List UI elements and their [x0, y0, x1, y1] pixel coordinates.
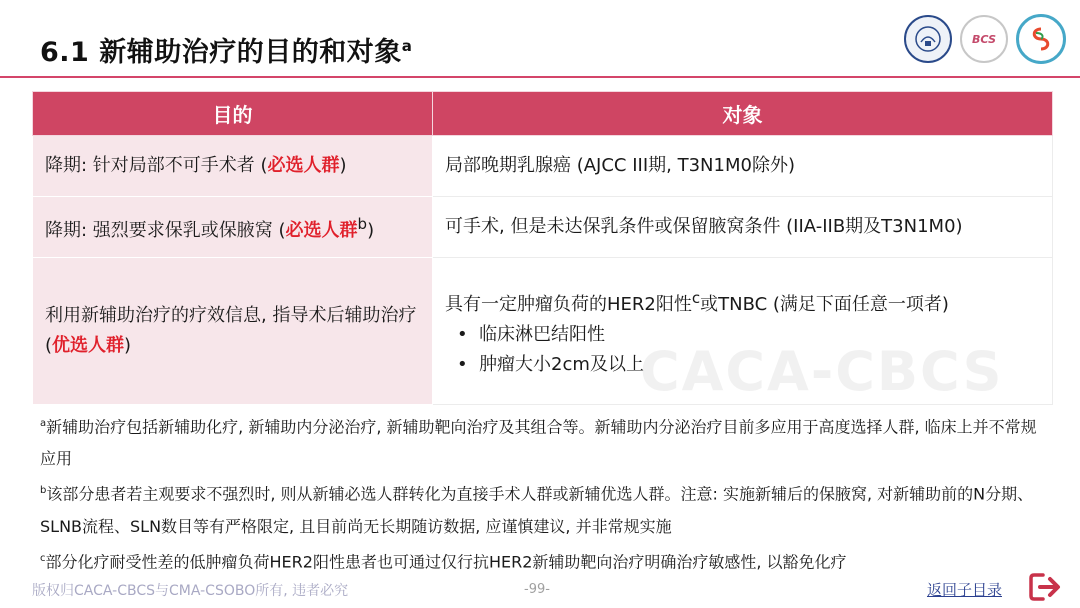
- page-title: [40, 30, 412, 69]
- bcs-logo-text: BCS: [972, 32, 996, 46]
- purpose-close: ): [367, 219, 375, 241]
- target-text: 局部晚期乳腺癌 (AJCC III期, T3N1M0除外): [445, 155, 795, 176]
- target-text: 可手术, 但是未达保乳条件或保留腋窝条件 (IIA-IIB期及T3N1M0): [445, 216, 963, 237]
- target-text-post: 或TNBC (满足下面任意一项者): [700, 293, 949, 315]
- footnote-text: 部分化疗耐受性差的低肿瘤负荷HER2阳性患者也可通过仅行抗HER2新辅助靶向治疗明确治疗敏感性, 以豁免化疗: [45, 551, 847, 571]
- target-cell: [433, 136, 1053, 197]
- hospital-seal-logo: [904, 15, 952, 63]
- purpose-close: ): [124, 335, 132, 356]
- bullet-text: 肿瘤大小2cm及以上: [479, 353, 644, 375]
- footnote-text: 新辅助治疗包括新辅助化疗, 新辅助内分泌治疗, 新辅助靶向治疗及其组合等。新辅助内分泌治疗目前多应用于高度选择人群, 临床上并不常规应用: [40, 417, 1037, 469]
- title-footnote-mark: a: [401, 37, 413, 55]
- back-arrow-icon[interactable]: [1026, 570, 1066, 604]
- purpose-close: ): [339, 155, 347, 176]
- footnotes: [40, 408, 1040, 578]
- footnote-mark: c: [691, 288, 701, 307]
- purpose-cell: [33, 258, 433, 405]
- footnote-mark: b: [40, 485, 47, 497]
- footnote-c: [40, 543, 1040, 578]
- list-item: • 临床淋巴结阳性: [457, 323, 606, 345]
- purpose-cell: [33, 136, 433, 197]
- page-title-text: 6.1 新辅助治疗的目的和对象: [40, 37, 402, 68]
- back-to-subdirectory-link[interactable]: 返回子目录: [926, 581, 1002, 599]
- header-target: 对象: [433, 92, 1053, 136]
- footnote-a: [40, 408, 1040, 475]
- footnote-mark: a: [40, 418, 47, 429]
- table-row: [33, 136, 1053, 197]
- bullet-text: 临床淋巴结阳性: [479, 323, 606, 345]
- footnote-b: [40, 475, 1040, 542]
- required-group-label: 必选人群: [285, 219, 358, 241]
- target-cell: [433, 258, 1053, 405]
- title-divider: [0, 76, 1080, 78]
- bcs-logo: [960, 15, 1008, 63]
- table-row: [33, 258, 1053, 405]
- purpose-target-table: [32, 91, 1053, 405]
- target-cell: [433, 197, 1053, 258]
- purpose-cell: [33, 197, 433, 258]
- table-header-row: [33, 92, 1053, 136]
- list-item: • 肿瘤大小2cm及以上: [457, 353, 644, 375]
- header-purpose: 目的: [33, 92, 433, 136]
- page-number: -99-: [524, 582, 550, 597]
- required-group-label: 必选人群: [267, 155, 340, 176]
- watermark: CACA-CBCS: [640, 340, 1004, 403]
- swirl-logo: [1016, 14, 1066, 64]
- purpose-text: 降期: 针对局部不可手术者 (: [45, 155, 268, 176]
- copyright-notice: 版权归CACA-CBCS与CMA-CSOBO所有, 违者必究: [32, 583, 349, 599]
- purpose-text: 降期: 强烈要求保乳或保腋窝 (: [45, 219, 286, 241]
- logo-group: [904, 14, 1066, 64]
- target-text: [445, 283, 1040, 320]
- target-text-pre: 具有一定肿瘤负荷的HER2阳性: [445, 293, 692, 315]
- table-row: [33, 197, 1053, 258]
- purpose-text: 利用新辅助治疗的疗效信息, 指导术后辅助治疗 (: [45, 305, 417, 356]
- preferred-group-label: 优选人群: [52, 335, 125, 356]
- footnote-mark: b: [357, 214, 368, 233]
- footnote-mark: c: [40, 552, 46, 564]
- footnote-text: 该部分患者若主观要求不强烈时, 则从新辅必选人群转化为直接手术人群或新辅优选人群。注意: 实施新辅后的保腋窝, 对新辅助前的N分期、SLNB流程、SLN数目等有严格限定, 且目前尚无长期随访数据, 应谨慎建议, 并非常规实施: [40, 484, 1034, 536]
